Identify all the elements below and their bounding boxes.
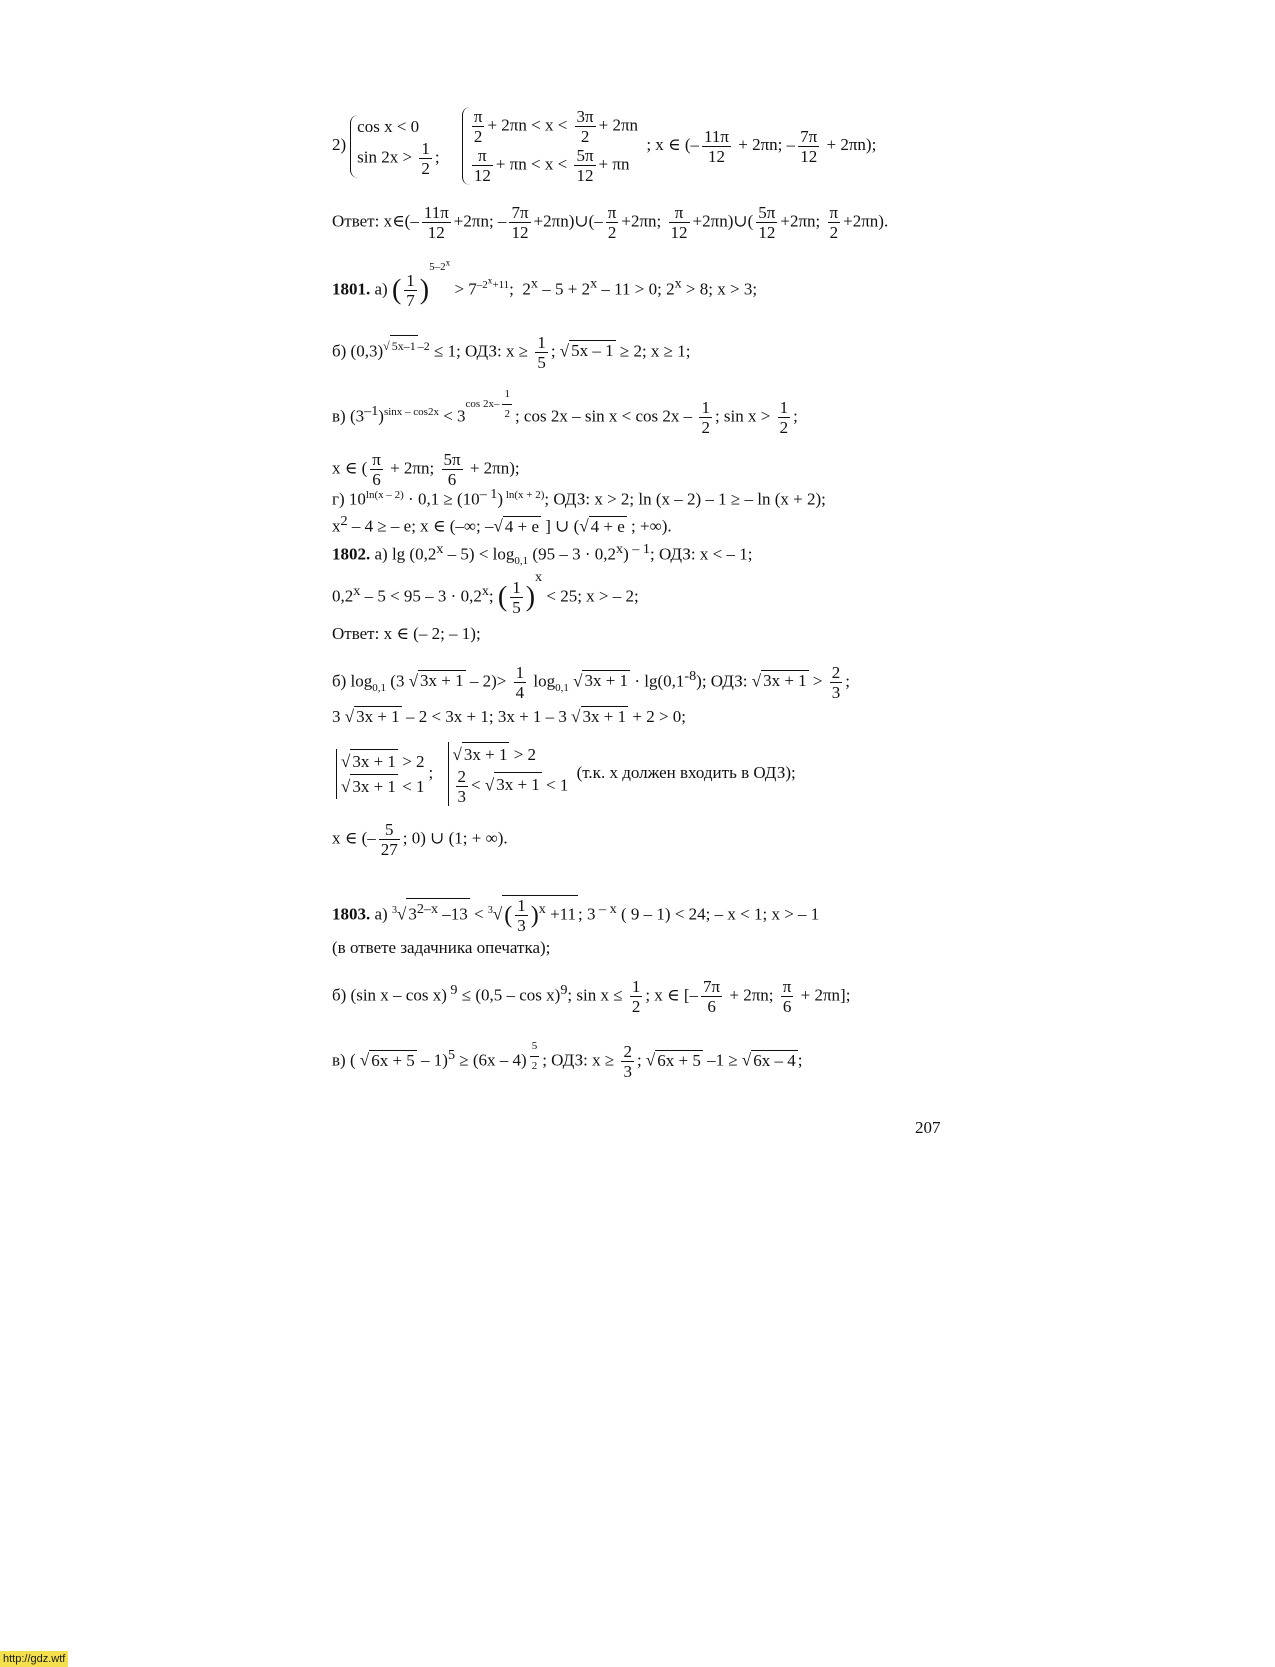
set-bracket: √ 3x + 1 > 2 √ 3x + 1 < 1 — [336, 749, 425, 799]
problem-number: 1803. — [332, 904, 371, 924]
problem-1802-b-step: 3 √ 3x + 1 – 2 < 3x + 1; 3x + 1 – 3 √ 3x + 1 + 2 > 0; — [332, 707, 687, 726]
problem-number: 1802. — [332, 544, 371, 564]
problem-1803-v: в) ( √ 6x + 5 – 1)$^5$ ≥ (6x – 4) $^{\frac{5}{2}}$ ; ОДЗ: x ≥ $\frac{2}{3}$ ; √ 6x + 5 –1 ≥ √ 6x – 4 ; — [332, 1037, 803, 1081]
page-number: 207 — [915, 1118, 941, 1137]
problem-number: 1801. — [332, 279, 371, 299]
problem-1803-note: (в ответе задачника опечатка); — [332, 938, 551, 957]
problem-1801-g: г) $10^{ln(x - 2)} \cdot 0,1 \ge (10^{- 1})$ $^{ln(x + 2)}$; ОДЗ: x > 2; ln (x – 2) – 1 ≥ – ln (x + 2); — [332, 486, 826, 509]
problem-1803-b: б) (sin x – cos x) $^9$ ≤ (0,5 – cos x)$^9$; sin x ≤ $\frac{1}{2}$ ; x ∈ [– $\frac{7\pi}{6}$ + 2πn; $\frac{\pi}{6}$ + 2πn]; — [332, 977, 851, 1016]
system-brace: cos x < 0 sin 2x > $\frac{1}{2}$ ; — [350, 115, 439, 178]
problem-1802-b-sets: √ 3x + 1 > 2 √ 3x + 1 < 1 ; √ 3x + 1 > 2 $\frac{2}{3}$ < √ 3x + 1 < 1 (т.к. x должен входить в ОДЗ); — [332, 742, 796, 806]
problem-1802-a-answer: Ответ: x ∈ (– 2; – 1); — [332, 624, 481, 643]
problem-1802-b-answer: x ∈ (– $\frac{5}{27}$ ; 0) ∪ (1; + ∞). — [332, 820, 508, 859]
problem-1802-b: б) $\log_{0,1} (3$ √ 3x + 1 – 2)> $\frac{1}{4}$ $\log_{0,1}$ √ $3x + 1 \cdot \lg(0,1^{-8})$; ОДЗ: √ 3x + 1 > $\frac{2}{3}$ ; — [332, 663, 850, 702]
problem-1802-a-step: $0,2^x - 5 < 95 - 3 \cdot 0,2^x$; ( $\frac{1}{5}$ )$^x$ < 25; x > – 2; — [332, 568, 639, 617]
problem-1801-v-answer: x ∈ ( $\frac{\pi}{6}$ + 2πn; $\frac{5\pi}{6}$ + 2πn); — [332, 450, 520, 489]
set-bracket: √ 3x + 1 > 2 $\frac{2}{3}$ < √ 3x + 1 < 1 — [448, 742, 569, 806]
problem-1801-g-answer: $x^2 - 4$ ≥ – e; x ∈ (–∞; –√ 4 + e ] ∪ (√ 4 + e ; +∞). — [332, 513, 672, 536]
problem-1802-a: 1802. а) $\lg (0,2^x - 5) < \log_{0,1} (95 - 3 \cdot 0,2^x)$ $^{- 1}$; ОДЗ: x < – 1; — [332, 541, 753, 568]
problem-1801-v: в) $(3^{-1})^{sinx - cos2x} < 3^{cos 2x- \frac{1}{2}}$ ; cos 2x – sin x < cos 2x – $\frac{1}{2}$ ; sin x > $\frac{1}{2}$ ; — [332, 393, 798, 437]
problem-1803-a: 1803. а) $^3$√ 3$^{2-x}$ –13 < $^3$√( $\frac{1}{3}$ )$^x$ +11 ; 3 $^{- x}$ ( 9 – 1) < 24; – x < 1; x > – 1 — [332, 896, 820, 935]
source-link[interactable]: http://gdz.wtf — [0, 1651, 68, 1667]
problem-1801-b: б) $(0,3)^{√ 5x-1 -2} \le 1$; ОДЗ: x ≥ $\frac{1}{5}$ ; √ 5x – 1 ≥ 2; x ≥ 1; — [332, 333, 691, 372]
answer-line: Ответ: x∈(– $\frac{11\pi}{12}$ +2πn; – $\frac{7\pi}{12}$ +2πn)∪(– $\frac{\pi}{2}$ +2πn; $\frac{\pi}{12}$ +2πn)∪( $\frac{5\pi}{12}$ +2πn; $\frac{\pi}{2}$ +2πn). — [332, 203, 889, 242]
system-brace: $\frac{\pi}{2}$ + 2πn < x < $\frac{3\pi}{2}$ + 2πn $\frac{\pi}{12}$ + πn < x < $\frac{5\pi}{12}$ + πn — [462, 107, 638, 185]
line-system-2: 2) cos x < 0 sin 2x > $\frac{1}{2}$ ; $\frac{\pi}{2}$ + 2πn < x < $\frac{3\pi}{2}$ + 2πn $\frac{\pi}{12}$ + πn < x < $\frac{5\pi}{12}$ + πn ; x ∈ (– $\frac{11\pi}{12}$ + 2πn; – $\frac{7\pi}{12}$ + 2πn); — [332, 107, 877, 185]
problem-1801-a: 1801. а) ( $\frac{1}{7}$ )$^{5-2^x} > 7^{-2^x+11}$; $2^x - 5 + 2^x - 11 > 0$; $2^x > 8$; x > 3; — [332, 257, 758, 310]
